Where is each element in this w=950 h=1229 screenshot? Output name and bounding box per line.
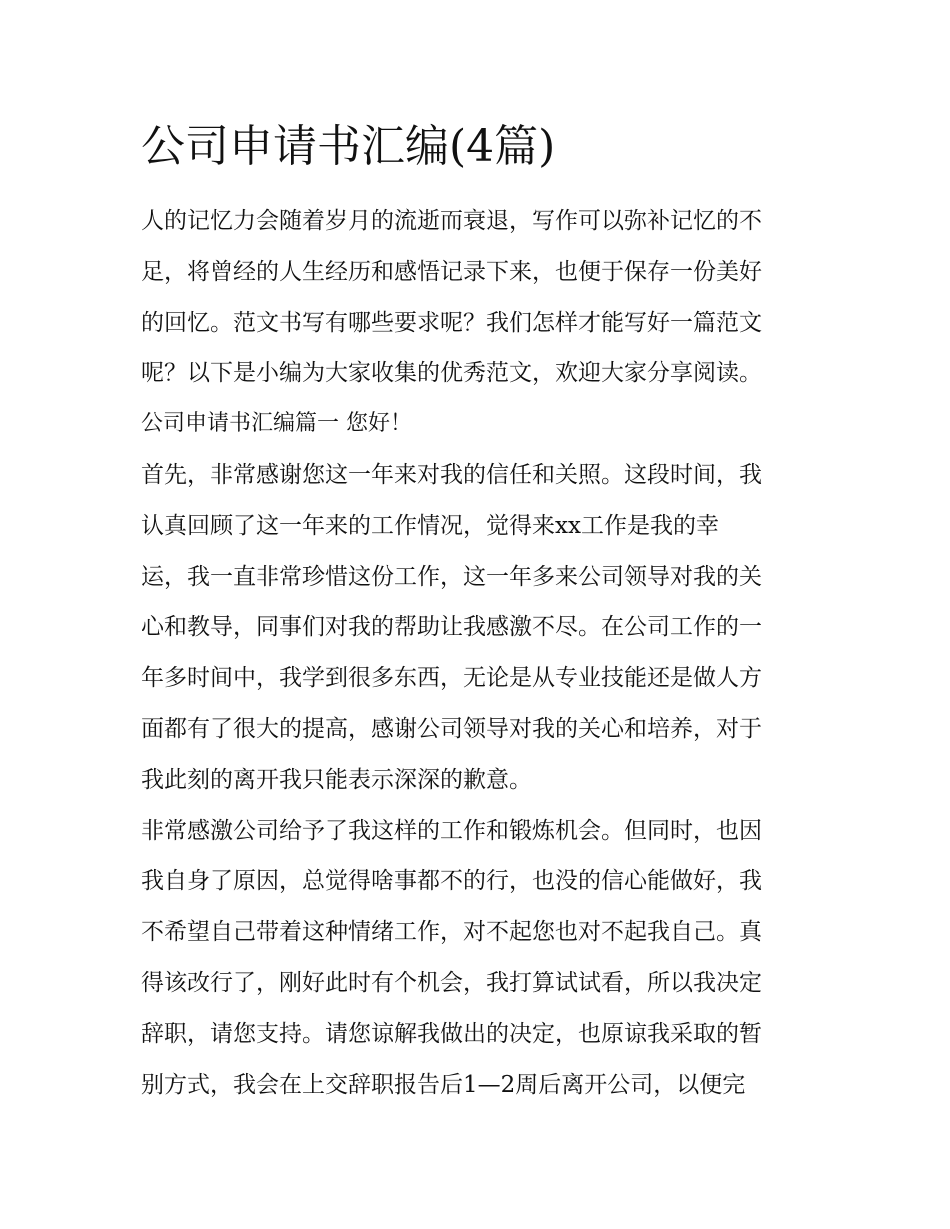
body-line: 我此刻的离开我只能表示深深的歉意。 bbox=[141, 766, 532, 793]
body-line: 年多时间中，我学到很多东西，无论是从专业技能还是做人方 bbox=[141, 665, 762, 692]
section-heading: 公司申请书汇编篇一 您好！ bbox=[141, 411, 412, 437]
document-title: 公司申请书汇编(4篇) bbox=[141, 121, 556, 172]
body-line: 的回忆。范文书写有哪些要求呢？我们怎样才能写好一篇范文 bbox=[141, 309, 762, 336]
body-line: 心和教导，同事们对我的帮助让我感激不尽。在公司工作的一 bbox=[141, 614, 762, 641]
body-line: 认真回顾了这一年来的工作情况，觉得来xx工作是我的幸 bbox=[141, 512, 719, 539]
body-line: 运，我一直非常珍惜这份工作，这一年多来公司领导对我的关 bbox=[141, 563, 762, 590]
document-body bbox=[141, 196, 821, 1110]
body-line: 面都有了很大的提高，感谢公司领导对我的关心和培养，对于 bbox=[141, 715, 762, 742]
body-line: 非常感激公司给予了我这样的工作和锻炼机会。但同时，也因 bbox=[141, 817, 762, 844]
body-line: 得该改行了，刚好此时有个机会，我打算试试看，所以我决定 bbox=[141, 969, 762, 996]
body-line: 辞职，请您支持。请您谅解我做出的决定，也原谅我采取的暂 bbox=[141, 1020, 762, 1047]
body-line: 人的记忆力会随着岁月的流逝而衰退，写作可以弥补记忆的不 bbox=[141, 208, 762, 234]
body-line: 不希望自己带着这种情绪工作，对不起您也对不起我自己。真 bbox=[141, 919, 762, 946]
body-line: 呢？以下是小编为大家收集的优秀范文，欢迎大家分享阅读。 bbox=[141, 360, 762, 387]
body-line: 别方式，我会在上交辞职报告后1—2周后离开公司，以便完 bbox=[141, 1071, 746, 1098]
body-line: 足，将曾经的人生经历和感悟记录下来，也便于保存一份美好 bbox=[141, 258, 762, 285]
body-line: 首先，非常感谢您这一年来对我的信任和关照。这段时间，我 bbox=[141, 461, 762, 488]
body-line: 我自身了原因，总觉得啥事都不的行，也没的信心能做好，我 bbox=[141, 868, 762, 895]
